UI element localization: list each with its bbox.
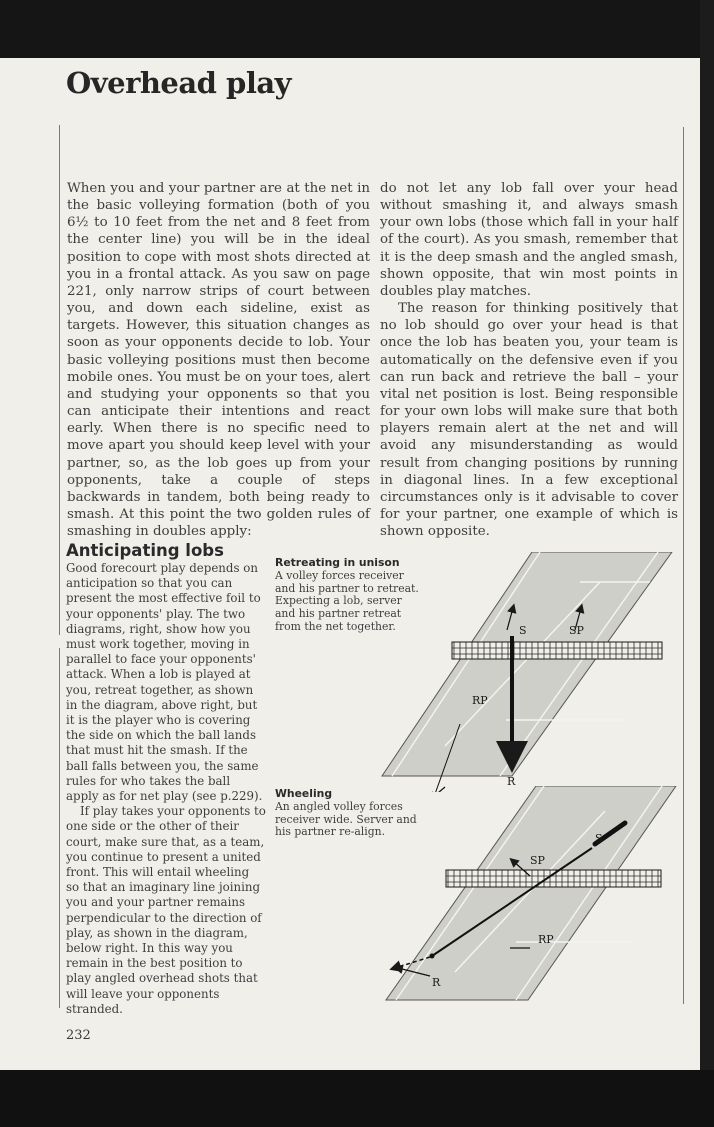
label-rp: RP [472, 694, 488, 707]
label-rp: RP [538, 933, 554, 946]
body-column-left [67, 180, 370, 540]
label-sp: SP [569, 624, 584, 637]
dark-background-bottom [0, 1070, 714, 1127]
left-margin-rule-lower [59, 648, 60, 1008]
diagram-wheeling [370, 786, 690, 1006]
net [452, 642, 662, 659]
dark-background-right [700, 0, 714, 1127]
diagram2-title: Wheeling [275, 787, 333, 800]
label-r: R [432, 976, 441, 989]
body-column-right [380, 180, 678, 540]
body-paragraph: do not let any lob fall over your head without smashing it, and always smash your own lobs (those which fall in your half of the court). As you smash, remember that it is the deep smash and the angled smash, shown opposite, that win most points in doubles play matches. [380, 181, 678, 299]
sidebar-paragraph: Good forecourt play depends on anticipation so that you can present the most effective foil to your opponents' play. The two diagrams, right, show how you must work together, moving in parallel to face your opponents' attack. When a lob is played at you, retreat together, as shown in the diagram, above right, but it is the player who is covering the side on which the ball lands that must hit the smash. If the ball falls between you, the same rules for who takes the ball apply as for net play (see p.229). [66, 561, 263, 804]
diagram-retreating-in-unison [370, 552, 690, 792]
body-paragraph: When you and your partner are at the net in the basic volleying formation (both of you 6½ to 10 feet from the net and 8 feet from the center line) you will be in the ideal position to cope with most shots directed at you in a frontal attack. As you saw on page 221, only narrow strips of court between you, and down each sideline, exist as targets. However, this situation changes as soon as your opponents decide to lob. Your basic volleying positions must then become mobile ones. You must be on your toes, alert and studying your opponents so that you can anticipate their intentions and react early. When there is no specific need to move apart you should keep level with your partner, so, as the lob goes up from your opponents, take a couple of steps backwards in tandem, both being ready to smash. At this point the two golden rules of smashing in doubles apply: [67, 181, 370, 540]
label-sp: SP [530, 854, 545, 867]
diagram1-caption-text: A volley forces receiver and his partner to retreat. Expecting a lob, server and his partner retreat from the net together. [275, 568, 419, 633]
diagram2-caption-text: An angled volley forces receiver wide. Server and his partner re-align. [275, 799, 417, 839]
page-title: Overhead play [66, 66, 291, 100]
section-heading: Anticipating lobs [66, 541, 224, 560]
label-s: S [595, 832, 603, 845]
left-margin-rule-upper [59, 125, 60, 635]
net [446, 870, 661, 887]
body-paragraph: The reason for thinking positively that no lob should go over your head is that once the lob has beaten you, your team is automatically on the defensive even if you can run back and retrieve the ball – your vital net position is lost. Being responsible for your own lobs will make sure that both players remain alert at the net and will avoid any misunderstanding as would result from changing positions by running in diagonal lines. In a few exceptional circumstances only is it advisable to cover for your partner, one example of which is shown opposite. [380, 301, 678, 540]
court-surface [386, 786, 676, 1000]
ball-position [430, 954, 435, 959]
sidebar-paragraph: If play takes your opponents to one side or the other of their court, make sure that, as a team, you continue to present a united front. This will entail wheeling so that an imaginary line joining you and your partner remains perpendicular to the direction of play, as shown in the diagram, below right. In this way you remain in the best position to play angled overhead shots that will leave your opponents stranded. [66, 804, 266, 1016]
diagram1-title: Retreating in unison [275, 556, 400, 569]
label-s: S [519, 624, 527, 637]
court-surface [382, 552, 672, 776]
page-number: 232 [66, 1028, 91, 1043]
sidebar-text [66, 561, 266, 1017]
dark-background-top [0, 0, 714, 58]
label-r: R [507, 775, 516, 788]
